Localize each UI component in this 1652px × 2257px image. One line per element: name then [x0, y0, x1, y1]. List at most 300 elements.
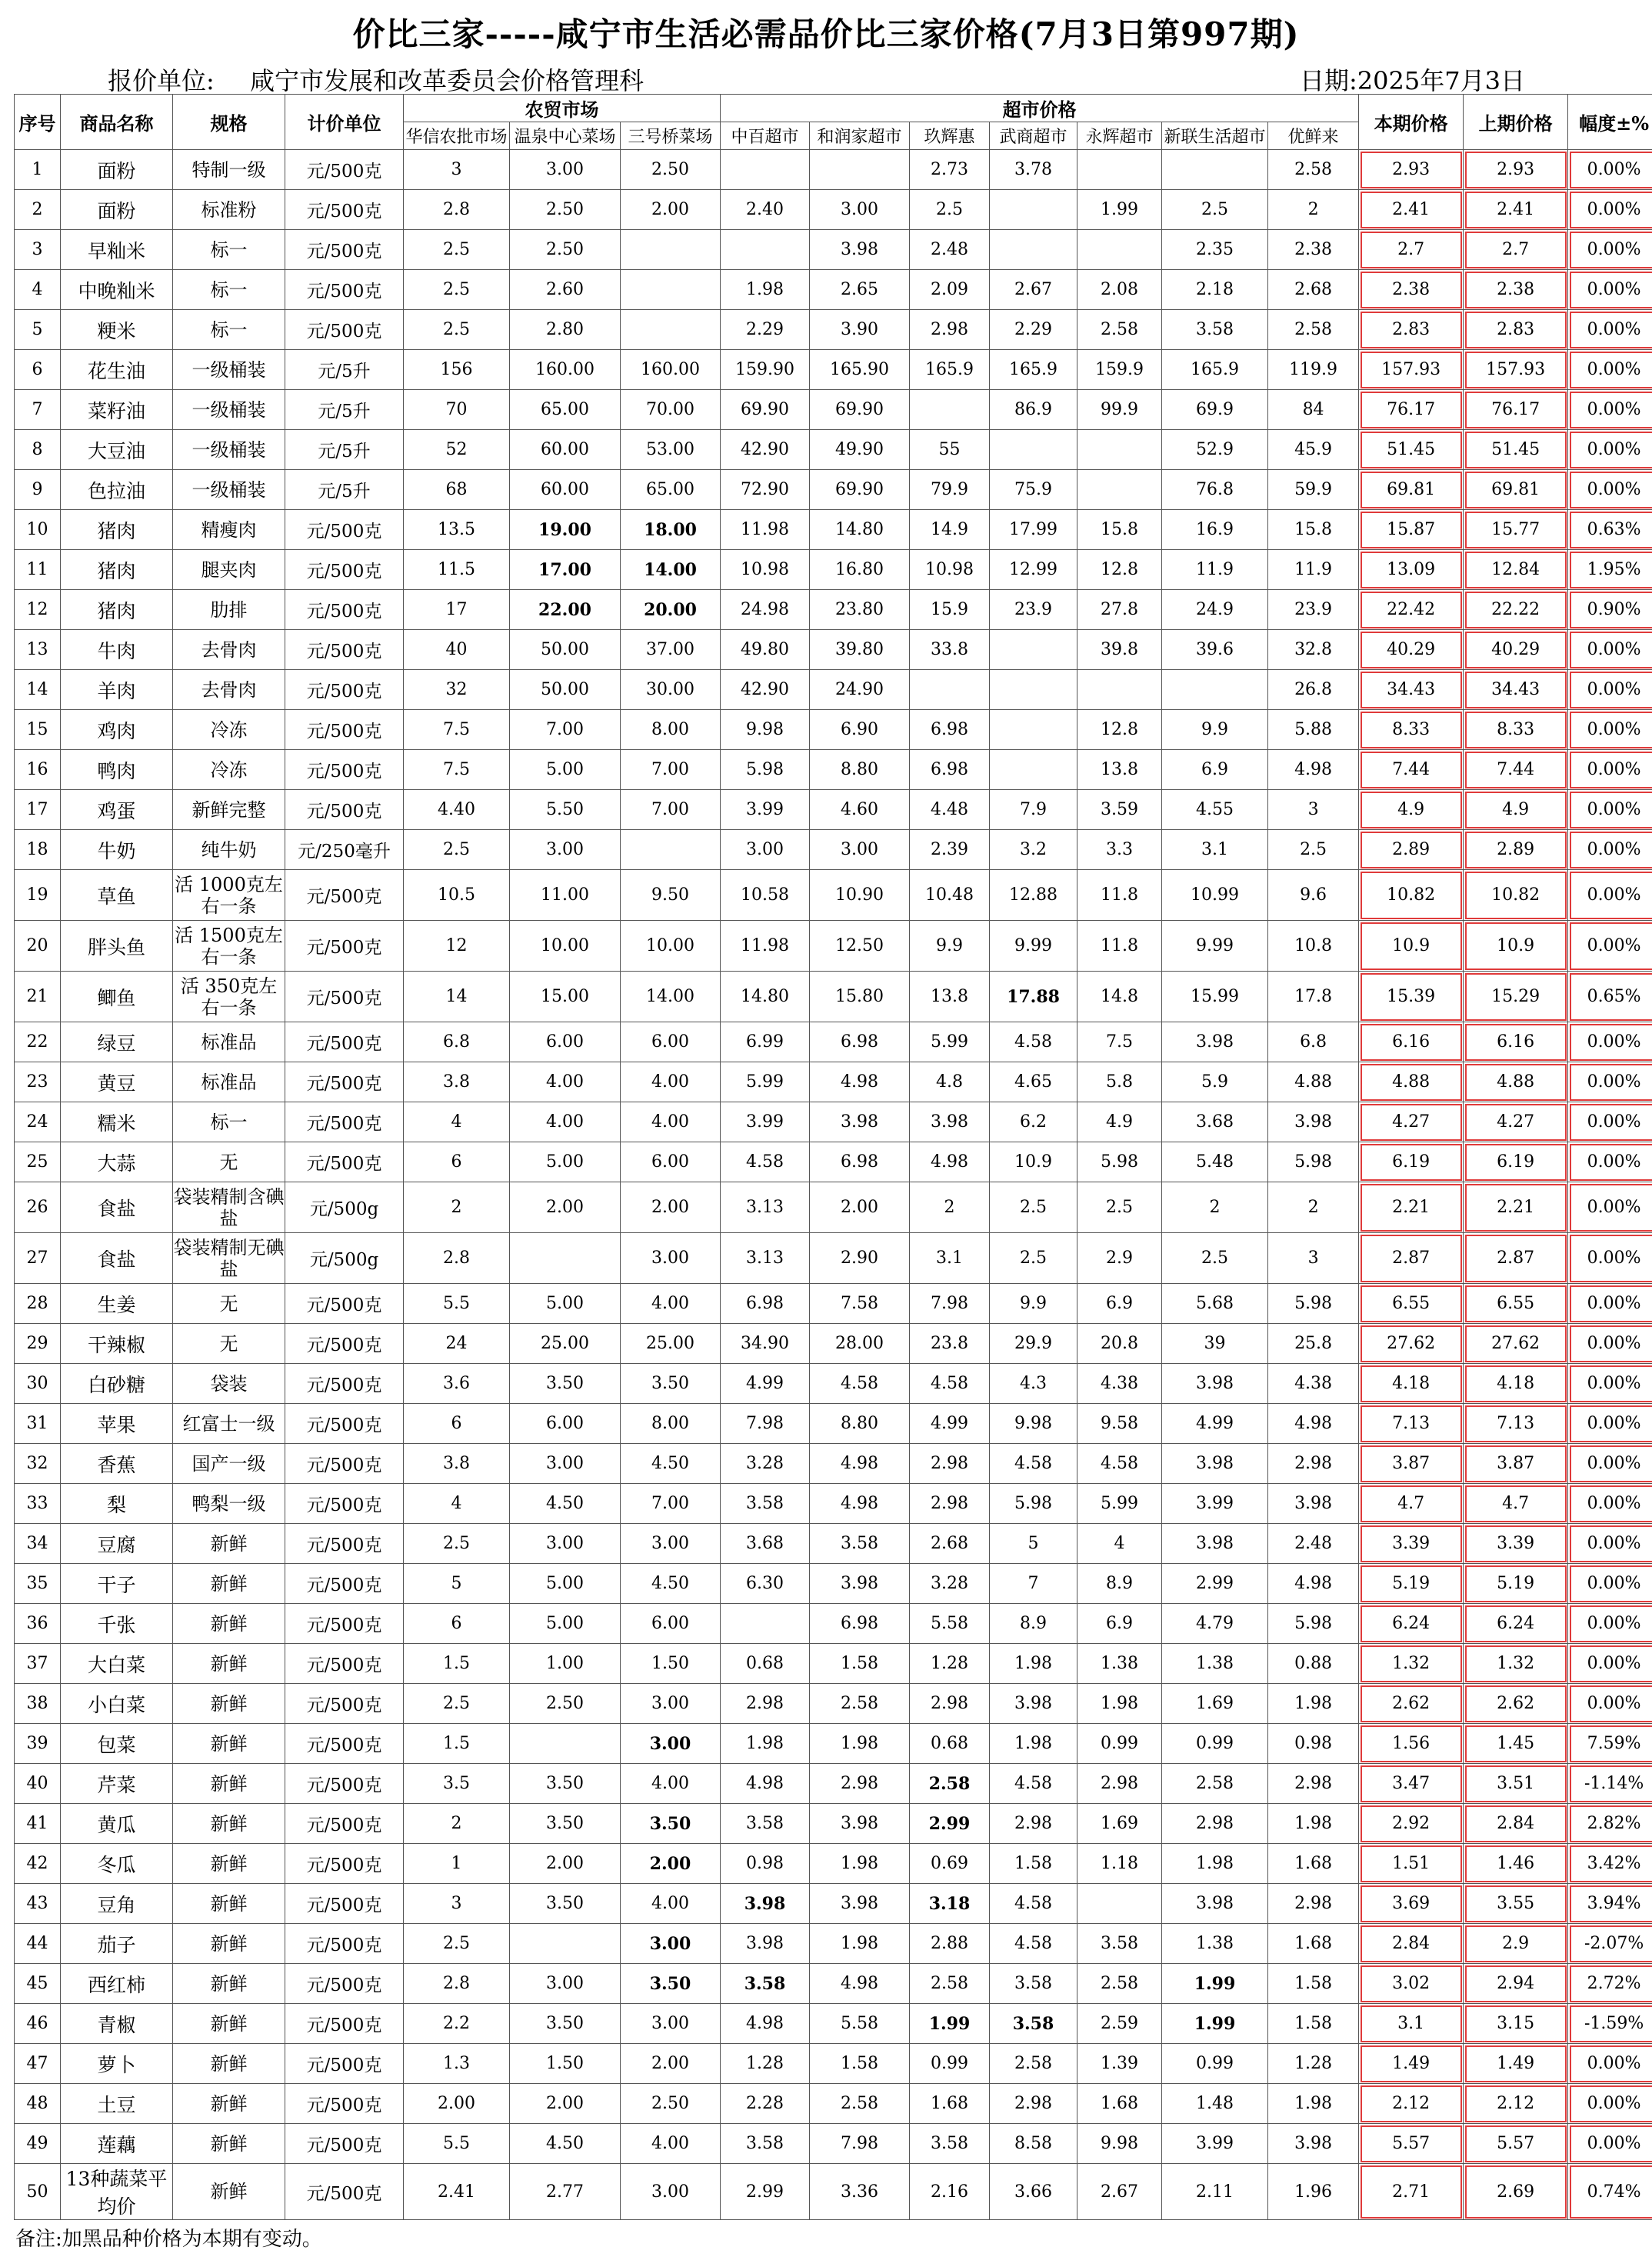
table-row — [15, 2084, 1652, 2124]
cell-change-percent: 0.00% — [1568, 1102, 1652, 1142]
cell-price: 15.00 — [510, 972, 621, 1022]
cell-unit: 元/5升 — [285, 430, 404, 470]
cell-price — [990, 230, 1077, 270]
cell-price — [510, 1233, 621, 1284]
cell-price: 25.00 — [621, 1324, 721, 1364]
cell-price: 9.98 — [1077, 2124, 1162, 2164]
cell-price: 1.68 — [910, 2084, 990, 2124]
cell-price: 6 — [404, 1142, 510, 1182]
cell-price: 1.38 — [1162, 1644, 1268, 1684]
cell-unit: 元/500克 — [285, 1964, 404, 2004]
cell-price: 2.88 — [910, 1924, 990, 1964]
cell-unit: 元/500克 — [285, 2124, 404, 2164]
table-row — [15, 830, 1652, 870]
cell-no: 37 — [15, 1644, 61, 1684]
cell-price: 2.18 — [1162, 270, 1268, 310]
cell-price: 2.09 — [910, 270, 990, 310]
cell-change-percent: 0.00% — [1568, 470, 1652, 510]
cell-price: 11.8 — [1077, 870, 1162, 921]
cell-price: 2.00 — [621, 190, 721, 230]
cell-unit: 元/500克 — [285, 2004, 404, 2044]
cell-current-price: 40.29 — [1359, 630, 1464, 670]
cell-no: 14 — [15, 670, 61, 710]
cell-price: 23.9 — [1268, 590, 1359, 630]
cell-price: 4.58 — [990, 1924, 1077, 1964]
cell-price: 2.5 — [404, 230, 510, 270]
cell-change-percent: 0.00% — [1568, 390, 1652, 430]
cell-price: 3.68 — [721, 1524, 810, 1564]
cell-change-percent: 0.00% — [1568, 430, 1652, 470]
cell-previous-price: 4.27 — [1464, 1102, 1568, 1142]
cell-price: 1.3 — [404, 2044, 510, 2084]
cell-spec: 新鲜 — [173, 1644, 285, 1684]
cell-spec: 无 — [173, 1142, 285, 1182]
cell-price: 4.40 — [404, 790, 510, 830]
cell-price: 14 — [404, 972, 510, 1022]
cell-price: 1.18 — [1077, 1844, 1162, 1884]
cell-price: 3.1 — [910, 1233, 990, 1284]
cell-change-percent: 0.00% — [1568, 190, 1652, 230]
cell-previous-price: 3.51 — [1464, 1764, 1568, 1804]
cell-current-price: 2.92 — [1359, 1804, 1464, 1844]
cell-previous-price: 22.22 — [1464, 590, 1568, 630]
cell-previous-price: 34.43 — [1464, 670, 1568, 710]
cell-price: 4.98 — [721, 1764, 810, 1804]
col-header-name: 商品名称 — [61, 95, 173, 150]
cell-price: 33.8 — [910, 630, 990, 670]
cell-no: 32 — [15, 1444, 61, 1484]
cell-price: 37.00 — [621, 630, 721, 670]
cell-price: 10.98 — [910, 550, 990, 590]
table-row — [15, 1924, 1652, 1964]
cell-current-price: 2.21 — [1359, 1182, 1464, 1233]
cell-no: 36 — [15, 1604, 61, 1644]
cell-price: 23.8 — [910, 1324, 990, 1364]
cell-previous-price: 2.93 — [1464, 150, 1568, 190]
cell-current-price: 15.87 — [1359, 510, 1464, 550]
cell-price: 2.5 — [990, 1233, 1077, 1284]
cell-current-price: 3.69 — [1359, 1884, 1464, 1924]
cell-price: 79.9 — [910, 470, 990, 510]
cell-price: 3.50 — [510, 1804, 621, 1844]
cell-price: 2.50 — [510, 230, 621, 270]
cell-no: 26 — [15, 1182, 61, 1233]
cell-price: 4.55 — [1162, 790, 1268, 830]
cell-price: 3.50 — [510, 2004, 621, 2044]
cell-current-price: 3.47 — [1359, 1764, 1464, 1804]
cell-price: 2.5 — [404, 830, 510, 870]
cell-spec: 红富士一级 — [173, 1404, 285, 1444]
cell-current-price: 2.89 — [1359, 830, 1464, 870]
cell-price: 2.98 — [1162, 1804, 1268, 1844]
cell-price: 3.98 — [810, 1884, 910, 1924]
cell-unit: 元/500克 — [285, 1062, 404, 1102]
cell-unit: 元/500克 — [285, 150, 404, 190]
cell-price: 9.9 — [990, 1284, 1077, 1324]
cell-name: 鸡蛋 — [61, 790, 173, 830]
cell-price: 11.5 — [404, 550, 510, 590]
table-row — [15, 550, 1652, 590]
cell-previous-price: 3.55 — [1464, 1884, 1568, 1924]
cell-name: 香蕉 — [61, 1444, 173, 1484]
reporter-label: 报价单位: — [108, 66, 215, 95]
cell-price: 4 — [404, 1484, 510, 1524]
cell-price: 45.9 — [1268, 430, 1359, 470]
cell-name: 茄子 — [61, 1924, 173, 1964]
cell-price: 1.00 — [510, 1644, 621, 1684]
cell-name: 梨 — [61, 1484, 173, 1524]
cell-spec: 无 — [173, 1324, 285, 1364]
cell-current-price: 2.93 — [1359, 150, 1464, 190]
cell-price: 3.58 — [721, 1804, 810, 1844]
cell-previous-price: 51.45 — [1464, 430, 1568, 470]
reporter-line — [108, 62, 644, 97]
cell-spec: 新鲜 — [173, 1724, 285, 1764]
cell-change-percent: 0.00% — [1568, 1233, 1652, 1284]
cell-name: 豆腐 — [61, 1524, 173, 1564]
cell-price: 3.59 — [1077, 790, 1162, 830]
cell-price: 3.99 — [721, 1102, 810, 1142]
table-row — [15, 1364, 1652, 1404]
cell-spec: 去骨肉 — [173, 670, 285, 710]
cell-price: 20.8 — [1077, 1324, 1162, 1364]
cell-price: 4.00 — [510, 1062, 621, 1102]
cell-price: 3.00 — [510, 1964, 621, 2004]
cell-price: 15.80 — [810, 972, 910, 1022]
cell-price: 3.6 — [404, 1364, 510, 1404]
cell-unit: 元/5升 — [285, 470, 404, 510]
cell-price: 10.00 — [510, 921, 621, 972]
cell-no: 10 — [15, 510, 61, 550]
cell-previous-price: 7.13 — [1464, 1404, 1568, 1444]
cell-price: 4.38 — [1077, 1364, 1162, 1404]
cell-unit: 元/500克 — [285, 1564, 404, 1604]
cell-price: 60.00 — [510, 430, 621, 470]
table-row — [15, 1804, 1652, 1844]
cell-price: 15.9 — [910, 590, 990, 630]
cell-previous-price: 157.93 — [1464, 350, 1568, 390]
cell-price: 2.00 — [404, 2084, 510, 2124]
cell-price: 6.98 — [810, 1022, 910, 1062]
cell-price: 65.00 — [510, 390, 621, 430]
cell-price: 3.00 — [510, 1524, 621, 1564]
cell-no: 16 — [15, 750, 61, 790]
cell-price: 52 — [404, 430, 510, 470]
cell-price: 9.58 — [1077, 1404, 1162, 1444]
cell-spec: 标一 — [173, 310, 285, 350]
cell-price: 2.8 — [404, 1964, 510, 2004]
cell-unit: 元/5升 — [285, 350, 404, 390]
cell-price — [910, 670, 990, 710]
cell-price: 1.98 — [1162, 1844, 1268, 1884]
cell-spec: 标一 — [173, 270, 285, 310]
cell-spec: 新鲜 — [173, 1524, 285, 1564]
cell-price: 25.00 — [510, 1324, 621, 1364]
cell-previous-price: 2.87 — [1464, 1233, 1568, 1284]
cell-price: 2.65 — [810, 270, 910, 310]
cell-price: 5.99 — [721, 1062, 810, 1102]
cell-price: 2 — [404, 1182, 510, 1233]
cell-price: 4.98 — [810, 1964, 910, 2004]
cell-spec: 冷冻 — [173, 710, 285, 750]
cell-spec: 去骨肉 — [173, 630, 285, 670]
cell-current-price: 2.83 — [1359, 310, 1464, 350]
cell-spec: 鸭梨一级 — [173, 1484, 285, 1524]
cell-price: 10.90 — [810, 870, 910, 921]
cell-price: 0.99 — [1162, 2044, 1268, 2084]
cell-price: 7.00 — [621, 1484, 721, 1524]
cell-name: 牛奶 — [61, 830, 173, 870]
cell-change-percent: 0.00% — [1568, 270, 1652, 310]
cell-price: 2.11 — [1162, 2164, 1268, 2220]
cell-price: 15.8 — [1077, 510, 1162, 550]
cell-price: 2.5 — [1162, 1233, 1268, 1284]
cell-price: 7.5 — [1077, 1022, 1162, 1062]
cell-change-percent: 0.00% — [1568, 350, 1652, 390]
cell-unit: 元/500克 — [285, 870, 404, 921]
cell-price: 3.50 — [621, 1964, 721, 2004]
cell-price: 4.00 — [621, 2124, 721, 2164]
cell-price: 32 — [404, 670, 510, 710]
cell-spec: 新鲜 — [173, 2084, 285, 2124]
cell-price: 1.98 — [1268, 1684, 1359, 1724]
cell-price: 8.58 — [990, 2124, 1077, 2164]
cell-spec: 无 — [173, 1284, 285, 1324]
cell-price: 1.99 — [1162, 1964, 1268, 2004]
cell-price: 5.68 — [1162, 1284, 1268, 1324]
cell-current-price: 2.41 — [1359, 190, 1464, 230]
cell-price: 3.3 — [1077, 830, 1162, 870]
cell-price: 68 — [404, 470, 510, 510]
cell-price: 24.90 — [810, 670, 910, 710]
table-row — [15, 1964, 1652, 2004]
table-row — [15, 470, 1652, 510]
cell-price: 1.98 — [1268, 1804, 1359, 1844]
cell-name: 包菜 — [61, 1724, 173, 1764]
cell-name: 羊肉 — [61, 670, 173, 710]
cell-price: 6.00 — [621, 1022, 721, 1062]
cell-price: 3.58 — [1077, 1924, 1162, 1964]
cell-change-percent: -2.07% — [1568, 1924, 1652, 1964]
cell-name: 菜籽油 — [61, 390, 173, 430]
cell-price: 5.98 — [1268, 1284, 1359, 1324]
cell-price: 12.88 — [990, 870, 1077, 921]
cell-change-percent: 0.00% — [1568, 670, 1652, 710]
cell-price — [990, 190, 1077, 230]
cell-change-percent: -1.59% — [1568, 2004, 1652, 2044]
cell-unit: 元/500克 — [285, 1884, 404, 1924]
cell-price: 10.58 — [721, 870, 810, 921]
cell-price: 1.38 — [1162, 1924, 1268, 1964]
cell-name: 干子 — [61, 1564, 173, 1604]
cell-price: 4.98 — [810, 1484, 910, 1524]
cell-spec: 腿夹肉 — [173, 550, 285, 590]
table-row — [15, 1062, 1652, 1102]
cell-current-price: 4.9 — [1359, 790, 1464, 830]
cell-price: 10.48 — [910, 870, 990, 921]
cell-current-price: 69.81 — [1359, 470, 1464, 510]
cell-current-price: 2.87 — [1359, 1233, 1464, 1284]
cell-price: 3.58 — [721, 1484, 810, 1524]
cell-price: 3.58 — [990, 1964, 1077, 2004]
cell-no: 33 — [15, 1484, 61, 1524]
cell-price: 156 — [404, 350, 510, 390]
cell-spec: 新鲜 — [173, 1764, 285, 1804]
cell-unit: 元/500g — [285, 1182, 404, 1233]
cell-price: 69.90 — [810, 470, 910, 510]
cell-price: 5.48 — [1162, 1142, 1268, 1182]
cell-price: 3 — [1268, 790, 1359, 830]
cell-price: 53.00 — [621, 430, 721, 470]
cell-price: 14.00 — [621, 550, 721, 590]
cell-price: 26.8 — [1268, 670, 1359, 710]
cell-price: 3.99 — [1162, 2124, 1268, 2164]
cell-unit: 元/500克 — [285, 790, 404, 830]
cell-price: 6.9 — [1162, 750, 1268, 790]
cell-current-price: 6.19 — [1359, 1142, 1464, 1182]
cell-price: 3.50 — [510, 1764, 621, 1804]
cell-price: 5.50 — [510, 790, 621, 830]
cell-change-percent: 0.63% — [1568, 510, 1652, 550]
cell-current-price: 8.33 — [1359, 710, 1464, 750]
cell-price: 9.99 — [1162, 921, 1268, 972]
cell-change-percent: 0.00% — [1568, 750, 1652, 790]
cell-price: 4.00 — [621, 1764, 721, 1804]
cell-change-percent: 0.00% — [1568, 1364, 1652, 1404]
group-header-farm-market: 农贸市场 — [404, 95, 721, 122]
cell-price: 14.80 — [810, 510, 910, 550]
cell-change-percent: 0.74% — [1568, 2164, 1652, 2220]
cell-change-percent: 0.00% — [1568, 870, 1652, 921]
cell-previous-price: 1.45 — [1464, 1724, 1568, 1764]
cell-unit: 元/500克 — [285, 972, 404, 1022]
cell-price: 2.8 — [404, 190, 510, 230]
cell-price: 4.98 — [1268, 750, 1359, 790]
cell-price: 16.80 — [810, 550, 910, 590]
cell-unit: 元/500克 — [285, 710, 404, 750]
cell-price: 4.98 — [721, 2004, 810, 2044]
cell-price: 0.98 — [721, 1844, 810, 1884]
cell-change-percent: 0.00% — [1568, 1182, 1652, 1233]
table-row — [15, 1724, 1652, 1764]
cell-price: 3.98 — [1162, 1022, 1268, 1062]
cell-price: 42.90 — [721, 430, 810, 470]
cell-price: 3.00 — [721, 830, 810, 870]
cell-price: 8.9 — [1077, 1564, 1162, 1604]
cell-price: 1.58 — [810, 1644, 910, 1684]
table-row — [15, 2044, 1652, 2084]
cell-spec: 新鲜 — [173, 1564, 285, 1604]
cell-spec: 新鲜 — [173, 1604, 285, 1644]
cell-price: 3.13 — [721, 1233, 810, 1284]
cell-price — [510, 1724, 621, 1764]
cell-price: 84 — [1268, 390, 1359, 430]
col-header-store: 中百超市 — [721, 122, 810, 150]
cell-price: 39 — [1162, 1324, 1268, 1364]
col-header-previous: 上期价格 — [1464, 95, 1568, 150]
cell-no: 11 — [15, 550, 61, 590]
cell-change-percent: 3.94% — [1568, 1884, 1652, 1924]
cell-previous-price: 3.39 — [1464, 1524, 1568, 1564]
cell-no: 13 — [15, 630, 61, 670]
cell-price: 10.9 — [990, 1142, 1077, 1182]
cell-price: 5.00 — [510, 750, 621, 790]
cell-price: 2.90 — [810, 1233, 910, 1284]
cell-price: 2.58 — [810, 2084, 910, 2124]
cell-price: 14.8 — [1077, 972, 1162, 1022]
cell-spec: 国产一级 — [173, 1444, 285, 1484]
cell-price: 6.00 — [510, 1404, 621, 1444]
cell-no: 19 — [15, 870, 61, 921]
cell-price: 69.90 — [810, 390, 910, 430]
cell-no: 44 — [15, 1924, 61, 1964]
cell-price: 1.48 — [1162, 2084, 1268, 2124]
cell-price: 7.5 — [404, 750, 510, 790]
cell-price: 6.90 — [810, 710, 910, 750]
cell-change-percent: 0.00% — [1568, 1484, 1652, 1524]
cell-price: 3.98 — [810, 1102, 910, 1142]
cell-current-price: 4.18 — [1359, 1364, 1464, 1404]
cell-current-price: 51.45 — [1359, 430, 1464, 470]
cell-no: 43 — [15, 1884, 61, 1924]
cell-price: 72.90 — [721, 470, 810, 510]
cell-current-price: 2.84 — [1359, 1924, 1464, 1964]
cell-previous-price: 4.7 — [1464, 1484, 1568, 1524]
cell-price: 4.99 — [1162, 1404, 1268, 1444]
cell-price: 7.00 — [621, 750, 721, 790]
cell-unit: 元/500克 — [285, 1364, 404, 1404]
cell-price: 1.5 — [404, 1724, 510, 1764]
cell-price: 7.98 — [810, 2124, 910, 2164]
cell-price: 1.99 — [910, 2004, 990, 2044]
cell-price: 1.98 — [721, 1724, 810, 1764]
cell-price: 2.58 — [990, 2044, 1077, 2084]
cell-previous-price: 7.44 — [1464, 750, 1568, 790]
cell-price: 2.5 — [404, 1684, 510, 1724]
cell-price: 1.28 — [910, 1644, 990, 1684]
cell-price: 2.00 — [621, 2044, 721, 2084]
cell-price: 4.98 — [1268, 1404, 1359, 1444]
cell-previous-price: 10.82 — [1464, 870, 1568, 921]
cell-price: 1.69 — [1077, 1804, 1162, 1844]
cell-change-percent: 0.00% — [1568, 1564, 1652, 1604]
cell-price — [1077, 150, 1162, 190]
cell-price: 9.99 — [990, 921, 1077, 972]
cell-price: 4 — [404, 1102, 510, 1142]
cell-spec: 精瘦肉 — [173, 510, 285, 550]
cell-price: 15.8 — [1268, 510, 1359, 550]
col-header-store: 优鲜来 — [1268, 122, 1359, 150]
cell-name: 粳米 — [61, 310, 173, 350]
cell-price: 3.50 — [621, 1804, 721, 1844]
cell-price: 2.80 — [510, 310, 621, 350]
cell-spec: 新鲜 — [173, 1964, 285, 2004]
cell-previous-price: 27.62 — [1464, 1324, 1568, 1364]
cell-price: 8.80 — [810, 750, 910, 790]
cell-price: 39.80 — [810, 630, 910, 670]
cell-spec: 新鲜 — [173, 2164, 285, 2220]
table-row — [15, 1764, 1652, 1804]
cell-price: 4.58 — [721, 1142, 810, 1182]
cell-name: 干辣椒 — [61, 1324, 173, 1364]
cell-price: 9.9 — [1162, 710, 1268, 750]
table-row — [15, 1884, 1652, 1924]
cell-price: 4.38 — [1268, 1364, 1359, 1404]
cell-price — [810, 150, 910, 190]
cell-change-percent: 0.00% — [1568, 1444, 1652, 1484]
cell-price: 4.50 — [621, 1564, 721, 1604]
cell-price: 3.66 — [990, 2164, 1077, 2220]
